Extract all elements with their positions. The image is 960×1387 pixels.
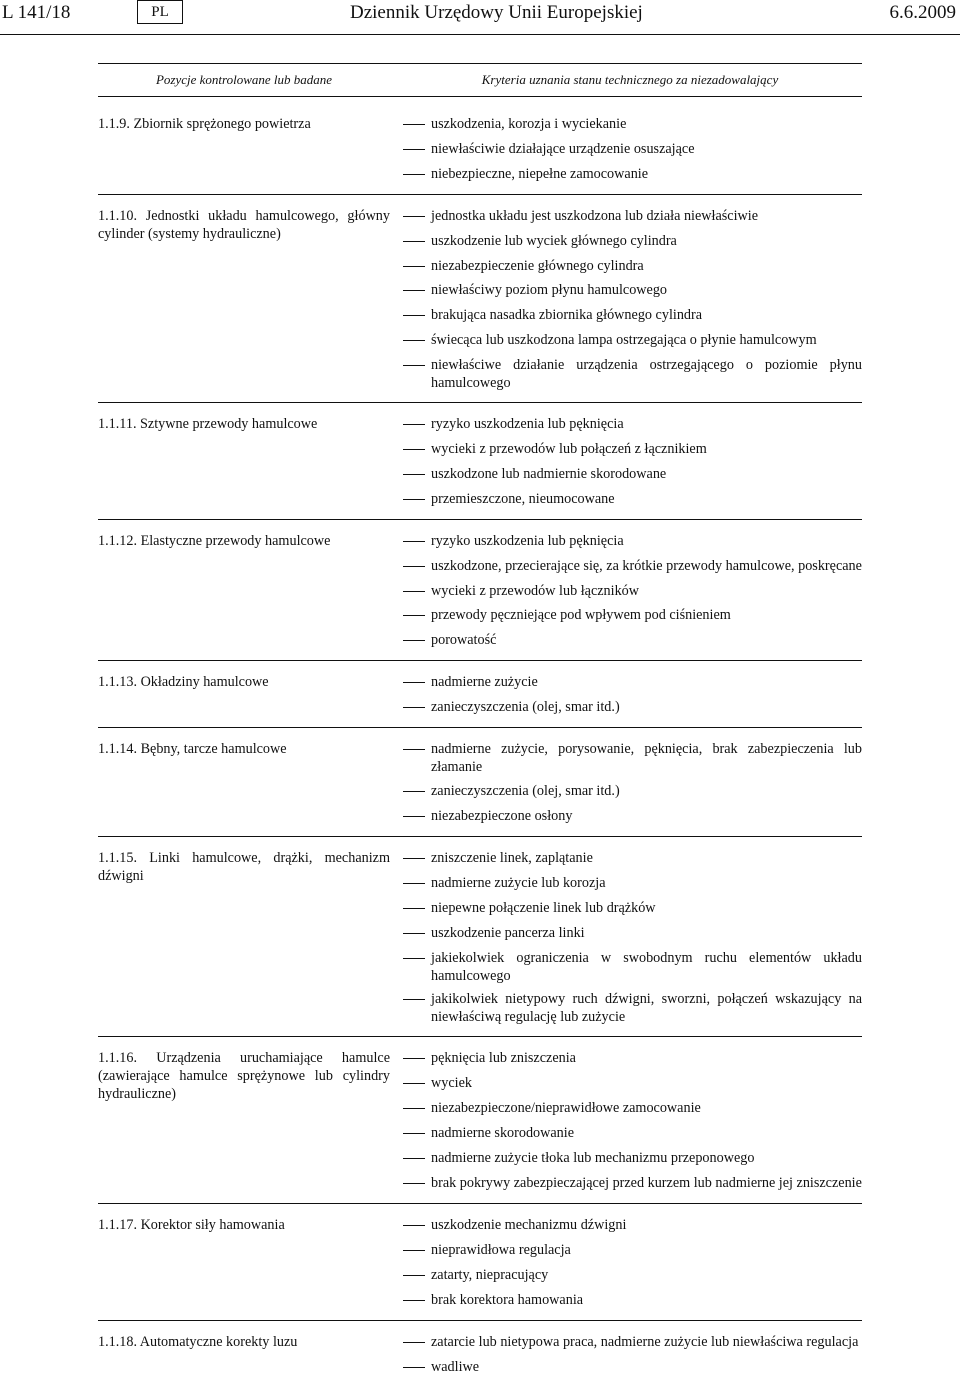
page-header	[0, 0, 960, 34]
dash-bullet	[403, 499, 425, 509]
criteria-item	[403, 807, 862, 826]
item-label: 1.1.13. Okładziny hamulcowe	[98, 674, 269, 691]
dash-bullet	[403, 449, 425, 459]
criteria-table	[98, 63, 862, 1387]
table-row	[98, 1204, 862, 1321]
page-number: L 141/18	[2, 2, 71, 23]
dash-bullet	[403, 883, 425, 893]
criteria-text: uszkodzone lub nadmiernie skorodowane	[431, 465, 667, 482]
criteria-item	[403, 1333, 862, 1352]
dash-bullet	[403, 174, 425, 184]
criteria-text: przemieszczone, nieumocowane	[431, 490, 615, 507]
criteria-list	[390, 1216, 862, 1310]
criteria-item	[403, 1074, 862, 1093]
dash-bullet	[403, 791, 425, 801]
criteria-text: niezabezpieczone/nieprawidłowe zamocowanie	[431, 1100, 701, 1117]
criteria-item	[403, 1099, 862, 1118]
dash-bullet	[403, 591, 425, 601]
dash-bullet	[403, 216, 425, 226]
criteria-text: nadmierne skorodowanie	[431, 1125, 575, 1142]
criteria-item	[403, 306, 862, 325]
item-label: 1.1.17. Korektor siły hamowania	[98, 1216, 285, 1233]
dash-bullet	[403, 1158, 425, 1168]
criteria-text: zatarty, niepracujący	[431, 1266, 549, 1283]
dash-bullet	[403, 566, 425, 576]
item-label: 1.1.15. Linki hamulcowe, drążki, mechanizm dźwigni	[98, 850, 390, 885]
criteria-text: niezabezpieczone osłony	[431, 808, 573, 825]
criteria-item	[403, 874, 862, 893]
criteria-text: nadmierne zużycie tłoka lub mechanizmu przeponowego	[431, 1150, 755, 1167]
criteria-list	[390, 673, 862, 717]
criteria-text: ryzyko uszkodzenia lub pęknięcia	[431, 532, 624, 549]
criteria-text: nieprawidłowa regulacja	[431, 1241, 571, 1258]
criteria-item	[403, 740, 862, 776]
criteria-text: zanieczyszczenia (olej, smar itd.)	[431, 699, 620, 716]
criteria-item	[403, 606, 862, 625]
criteria-item	[403, 782, 862, 801]
criteria-item	[403, 1216, 862, 1235]
criteria-text: jakiekolwiek ograniczenia w swobodnym ruchu elementów układu hamulcowego	[431, 949, 862, 984]
criteria-text: wycieki z przewodów lub łączników	[431, 582, 640, 599]
dash-bullet	[403, 340, 425, 350]
criteria-item	[403, 990, 862, 1026]
criteria-text: wyciek	[431, 1075, 472, 1092]
item-label: 1.1.11. Sztywne przewody hamulcowe	[98, 416, 318, 433]
dash-bullet	[403, 474, 425, 484]
dash-bullet	[403, 1058, 425, 1068]
dash-bullet	[403, 908, 425, 918]
dash-bullet	[403, 1108, 425, 1118]
dash-bullet	[403, 241, 425, 251]
criteria-text: niewłaściwe działanie urządzenia ostrzegającego o poziomie płynu hamulcowego	[431, 357, 862, 392]
criteria-item	[403, 949, 862, 985]
dash-bullet	[403, 290, 425, 300]
criteria-item	[403, 1174, 862, 1193]
criteria-text: uszkodzenie lub wyciek głównego cylindra	[431, 232, 677, 249]
criteria-text: nadmierne zużycie lub korozja	[431, 874, 606, 891]
table-row	[98, 837, 862, 1037]
criteria-text: porowatość	[431, 632, 497, 649]
criteria-text: niepewne połączenie linek lub drążków	[431, 899, 656, 916]
criteria-text: wycieki z przewodów lub połączeń z łącznikiem	[431, 441, 707, 458]
table-row	[98, 728, 862, 837]
table-row	[98, 97, 862, 195]
dash-bullet	[403, 958, 425, 968]
dash-bullet	[403, 1342, 425, 1352]
criteria-text: jakikolwiek nietypowy ruch dźwigni, sworzni, połączeń wskazujący na niewłaściwą regulację lub zużycie	[431, 991, 862, 1026]
dash-bullet	[403, 858, 425, 868]
criteria-item	[403, 899, 862, 918]
criteria-item	[403, 415, 862, 434]
criteria-text: niebezpieczne, niepełne zamocowanie	[431, 165, 649, 182]
criteria-item	[403, 232, 862, 251]
criteria-item	[403, 356, 862, 392]
criteria-text: zanieczyszczenia (olej, smar itd.)	[431, 783, 620, 800]
criteria-item	[403, 1049, 862, 1068]
criteria-text: uszkodzone, przecierające się, za krótkie przewody hamulcowe, poskręcane	[431, 557, 862, 574]
table-row	[98, 661, 862, 728]
criteria-text: zatarcie lub nietypowa praca, nadmierne zużycie lub niewłaściwa regulacja	[431, 1333, 859, 1350]
table-body	[98, 97, 862, 1387]
header-rule	[0, 34, 960, 35]
dash-bullet	[403, 149, 425, 159]
criteria-item	[403, 1291, 862, 1310]
criteria-text: brak pokrywy zabezpieczającej przed kurzem lub nadmierne jej zniszczenie	[431, 1174, 862, 1191]
dash-bullet	[403, 1250, 425, 1260]
criteria-item	[403, 557, 862, 576]
dash-bullet	[403, 124, 425, 134]
criteria-list	[390, 415, 862, 509]
journal-title: Dziennik Urzędowy Unii Europejskiej	[350, 2, 643, 23]
criteria-item	[403, 532, 862, 551]
dash-bullet	[403, 266, 425, 276]
item-label: 1.1.18. Automatyczne korekty luzu	[98, 1333, 298, 1350]
table-row	[98, 1321, 862, 1387]
dash-bullet	[403, 615, 425, 625]
criteria-text: jednostka układu jest uszkodzona lub działa niewłaściwie	[431, 207, 759, 224]
dash-bullet	[403, 682, 425, 692]
criteria-text: brakująca nasadka zbiornika głównego cylindra	[431, 307, 703, 324]
criteria-item	[403, 331, 862, 350]
dash-bullet	[403, 424, 425, 434]
dash-bullet	[403, 999, 425, 1009]
criteria-text: wadliwe	[431, 1358, 480, 1375]
criteria-text: nadmierne zużycie, porysowanie, pęknięcia, brak zabezpieczenia lub złamanie	[431, 741, 862, 776]
criteria-text: pęknięcia lub zniszczenia	[431, 1050, 576, 1067]
dash-bullet	[403, 315, 425, 325]
criteria-text: niewłaściwy poziom płynu hamulcowego	[431, 282, 668, 299]
item-label: 1.1.14. Bębny, tarcze hamulcowe	[98, 741, 287, 758]
criteria-item	[403, 115, 862, 134]
criteria-item	[403, 281, 862, 300]
dash-bullet	[403, 1225, 425, 1235]
dash-bullet	[403, 541, 425, 551]
item-label: 1.1.16. Urządzenia uruchamiające hamulce (zawierające hamulce sprężynowe lub cylindry hydrauliczne)	[98, 1050, 390, 1103]
dash-bullet	[403, 933, 425, 943]
criteria-item	[403, 165, 862, 184]
criteria-item	[403, 1149, 862, 1168]
criteria-item	[403, 924, 862, 943]
criteria-text: niezabezpieczenie głównego cylindra	[431, 257, 644, 274]
criteria-item	[403, 631, 862, 650]
criteria-item	[403, 207, 862, 226]
criteria-item	[403, 1266, 862, 1285]
dash-bullet	[403, 707, 425, 717]
criteria-list	[390, 532, 862, 651]
criteria-item	[403, 1358, 862, 1377]
criteria-text: uszkodzenie mechanizmu dźwigni	[431, 1216, 627, 1233]
dash-bullet	[403, 1300, 425, 1310]
criteria-item	[403, 673, 862, 692]
criteria-item	[403, 490, 862, 509]
criteria-list	[390, 740, 862, 826]
criteria-text: uszkodzenie pancerza linki	[431, 924, 585, 941]
criteria-list	[390, 1333, 862, 1377]
table-row	[98, 520, 862, 662]
table-header	[98, 64, 862, 97]
criteria-item	[403, 698, 862, 717]
criteria-text: uszkodzenia, korozja i wyciekanie	[431, 116, 627, 132]
item-label: 1.1.9. Zbiornik sprężonego powietrza	[98, 116, 311, 132]
publication-date: 6.6.2009	[889, 2, 956, 23]
criteria-item	[403, 849, 862, 868]
criteria-text: brak korektora hamowania	[431, 1291, 584, 1308]
language-badge: PL	[137, 0, 183, 24]
criteria-text: ryzyko uszkodzenia lub pęknięcia	[431, 416, 624, 433]
criteria-list	[390, 1049, 862, 1192]
criteria-list	[390, 207, 862, 392]
dash-bullet	[403, 1367, 425, 1377]
item-label: 1.1.10. Jednostki układu hamulcowego, główny cylinder (systemy hydrauliczne)	[98, 207, 390, 242]
dash-bullet	[403, 1183, 425, 1193]
criteria-text: świecąca lub uszkodzona lampa ostrzegająca o płynie hamulcowym	[431, 332, 817, 349]
criteria-text: zniszczenie linek, zaplątanie	[431, 850, 593, 867]
dash-bullet	[403, 1133, 425, 1143]
criteria-text: nadmierne zużycie	[431, 674, 538, 691]
criteria-item	[403, 1241, 862, 1260]
criteria-item	[403, 465, 862, 484]
criteria-item	[403, 1124, 862, 1143]
table-row	[98, 403, 862, 520]
dash-bullet	[403, 640, 425, 650]
column-header-items: Pozycje kontrolowane lub badane	[155, 72, 333, 87]
dash-bullet	[403, 749, 425, 759]
criteria-list	[390, 115, 862, 184]
dash-bullet	[403, 365, 425, 375]
criteria-item	[403, 582, 862, 601]
dash-bullet	[403, 1275, 425, 1285]
criteria-item	[403, 257, 862, 276]
criteria-list	[390, 849, 862, 1026]
dash-bullet	[403, 816, 425, 826]
table-row	[98, 1037, 862, 1203]
column-header-criteria: Kryteria uznania stanu technicznego za niezadowalający	[481, 72, 779, 87]
criteria-text: przewody pęczniejące pod wpływem pod ciśnieniem	[431, 607, 731, 624]
dash-bullet	[403, 1083, 425, 1093]
criteria-item	[403, 440, 862, 459]
criteria-item	[403, 140, 862, 159]
table-row	[98, 195, 862, 403]
criteria-text: niewłaściwie działające urządzenie osuszające	[431, 140, 695, 157]
item-label: 1.1.12. Elastyczne przewody hamulcowe	[98, 532, 331, 549]
